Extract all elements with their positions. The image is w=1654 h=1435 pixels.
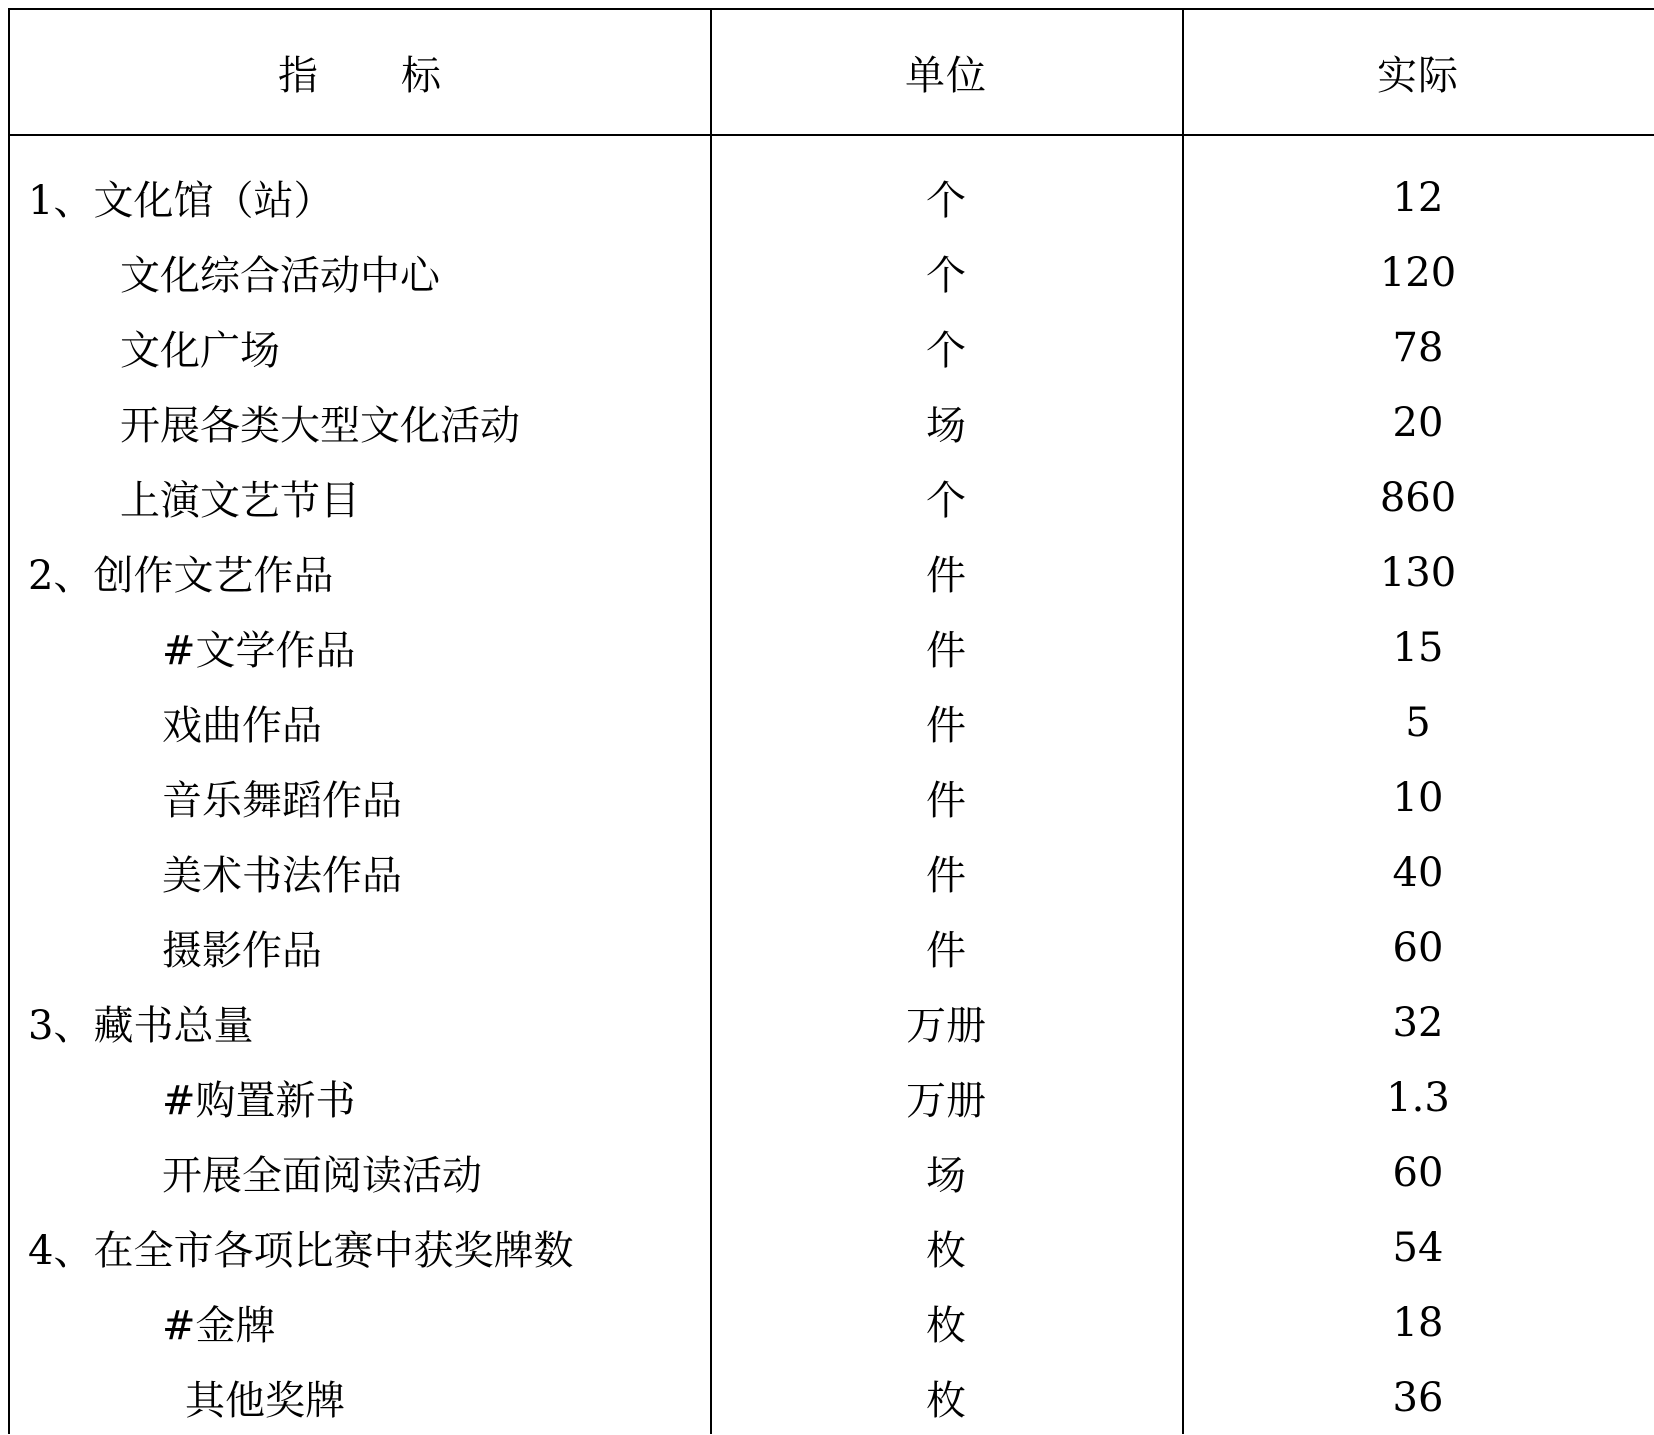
indicator-cell: 开展全面阅读活动	[162, 1153, 482, 1199]
indicator-cell: #金牌	[162, 1303, 276, 1349]
unit-cell: 件	[926, 703, 966, 749]
table-row	[10, 1285, 1654, 1360]
table-row	[10, 1360, 1654, 1435]
table-row	[10, 835, 1654, 910]
unit-cell: 个	[926, 478, 966, 524]
unit-cell: 万册	[906, 1003, 986, 1049]
unit-cell: 枚	[926, 1228, 966, 1274]
value-cell: 20	[1392, 399, 1444, 446]
indicator-cell: 音乐舞蹈作品	[162, 778, 402, 824]
table-row	[10, 460, 1654, 535]
value-cell: 36	[1392, 1374, 1444, 1421]
indicator-cell: 文化综合活动中心	[120, 253, 440, 299]
indicator-cell: 戏曲作品	[162, 703, 322, 749]
table-row	[10, 685, 1654, 760]
value-cell: 860	[1379, 474, 1457, 521]
indicator-cell: 开展各类大型文化活动	[120, 403, 520, 449]
unit-cell: 场	[926, 1153, 966, 1199]
unit-cell: 个	[926, 328, 966, 374]
value-cell: 12	[1392, 174, 1444, 221]
indicator-cell: 其他奖牌	[185, 1378, 345, 1424]
header-unit: 单位	[905, 52, 987, 99]
header-indicator: 指 标	[278, 52, 442, 99]
unit-cell: 场	[926, 403, 966, 449]
value-cell: 5	[1405, 699, 1431, 746]
indicator-cell: 上演文艺节目	[120, 478, 360, 524]
value-cell: 32	[1392, 999, 1444, 1046]
value-cell: 60	[1392, 924, 1444, 971]
indicator-cell: 3、藏书总量	[28, 1003, 254, 1049]
value-cell: 78	[1392, 324, 1444, 371]
value-cell: 120	[1379, 249, 1457, 296]
table-row	[10, 535, 1654, 610]
indicator-cell: #文学作品	[162, 628, 356, 674]
statistics-table	[8, 8, 1654, 1434]
unit-cell: 枚	[926, 1303, 966, 1349]
indicator-cell: 2、创作文艺作品	[28, 553, 334, 599]
indicator-cell: 4、在全市各项比赛中获奖牌数	[28, 1228, 574, 1274]
table-row	[10, 1060, 1654, 1135]
unit-cell: 件	[926, 778, 966, 824]
value-cell: 130	[1379, 549, 1457, 596]
unit-cell: 万册	[906, 1078, 986, 1124]
unit-cell: 件	[926, 928, 966, 974]
indicator-cell: #购置新书	[162, 1078, 356, 1124]
unit-cell: 个	[926, 178, 966, 224]
table-row	[10, 310, 1654, 385]
value-cell: 1.3	[1386, 1074, 1450, 1121]
value-cell: 18	[1392, 1299, 1444, 1346]
indicator-cell: 摄影作品	[162, 928, 322, 974]
value-cell: 10	[1392, 774, 1444, 821]
indicator-cell: 文化广场	[120, 328, 280, 374]
table-row	[10, 1210, 1654, 1285]
unit-cell: 个	[926, 253, 966, 299]
table-row	[10, 160, 1654, 235]
table-row	[10, 385, 1654, 460]
unit-cell: 枚	[926, 1378, 966, 1424]
header-actual: 实际	[1377, 52, 1459, 99]
header-divider	[10, 134, 1654, 136]
table-row	[10, 985, 1654, 1060]
table-row	[10, 910, 1654, 985]
table-row	[10, 610, 1654, 685]
value-cell: 60	[1392, 1149, 1444, 1196]
value-cell: 15	[1392, 624, 1444, 671]
table-row	[10, 1135, 1654, 1210]
indicator-cell: 美术书法作品	[162, 853, 402, 899]
table-row	[10, 235, 1654, 310]
indicator-cell: 1、文化馆（站）	[28, 178, 334, 224]
unit-cell: 件	[926, 628, 966, 674]
unit-cell: 件	[926, 853, 966, 899]
value-cell: 54	[1392, 1224, 1444, 1271]
unit-cell: 件	[926, 553, 966, 599]
table-row	[10, 760, 1654, 835]
value-cell: 40	[1392, 849, 1444, 896]
